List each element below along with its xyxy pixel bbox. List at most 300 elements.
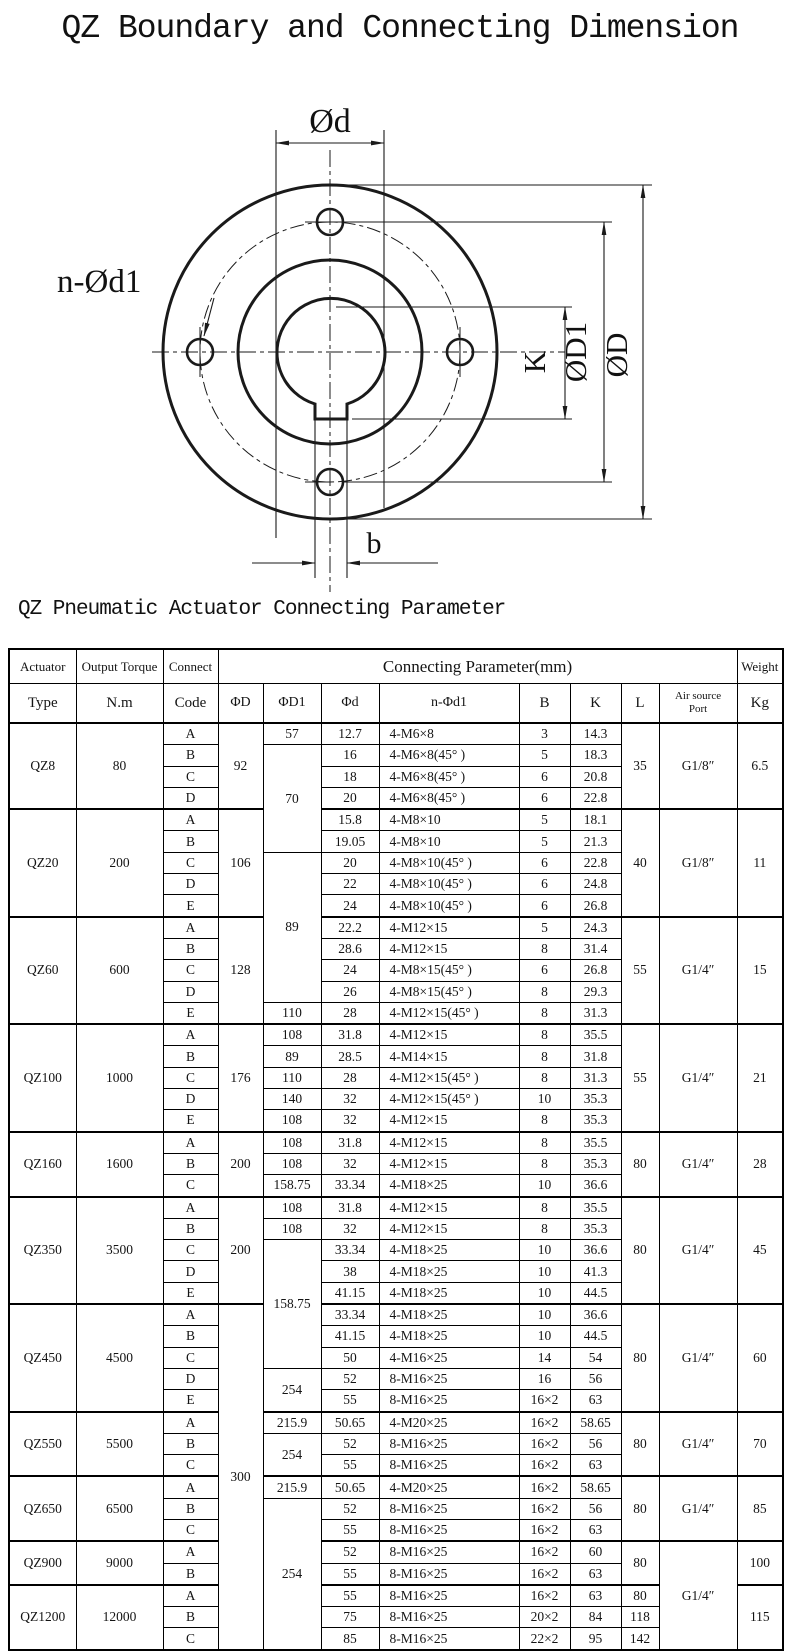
table-cell: 8-M16×25 [379,1368,519,1389]
table-cell: 31.3 [570,1002,621,1024]
table-cell: 18.3 [570,745,621,766]
table-cell: 16×2 [519,1455,570,1477]
table-cell: 16×2 [519,1541,570,1563]
table-cell: 22.8 [570,852,621,873]
table-cell: 40 [621,809,659,916]
table-cell: E [163,1282,218,1304]
table-cell: 35.3 [570,1153,621,1174]
table-cell: 8 [519,1046,570,1067]
table-cell: 15.8 [321,809,379,831]
table-cell: 89 [263,852,321,1002]
table-cell: G1/4″ [659,917,737,1024]
col-header-output-torque: Output Torque [76,649,163,684]
table-cell: 4-M18×25 [379,1326,519,1347]
table-cell: C [163,852,218,873]
table-cell: 20 [321,787,379,809]
table-cell: 55 [321,1563,379,1585]
flange-drawing [0,0,800,615]
table-cell: 10 [519,1089,570,1110]
table-cell: G1/4″ [659,1304,737,1411]
table-cell: C [163,960,218,981]
table-cell: B [163,745,218,766]
table-cell: 254 [263,1368,321,1411]
table-cell: 4-M12×15 [379,938,519,959]
col-header-connecting-parameter: Connecting Parameter(mm) [218,649,737,684]
table-cell: 8-M16×25 [379,1455,519,1477]
table-cell: E [163,1390,218,1412]
table-cell: 32 [321,1110,379,1132]
table-cell: C [163,1347,218,1368]
table-cell: 16×2 [519,1585,570,1607]
table-cell: 4-M12×15 [379,1197,519,1219]
table-cell: 4-M16×25 [379,1347,519,1368]
col-header-code: Code [163,684,218,724]
table-cell: 35 [621,723,659,809]
table-cell: 28 [321,1067,379,1088]
table-cell: 4-M12×15 [379,1110,519,1132]
table-cell: QZ450 [9,1304,76,1411]
table-cell: A [163,1585,218,1607]
table-cell: 70 [737,1412,783,1477]
table-cell: 4-M8×10(45° ) [379,895,519,917]
table-cell: 8 [519,1067,570,1088]
col-header-type: Type [9,684,76,724]
table-cell: 28.6 [321,938,379,959]
table-cell: 60 [737,1304,783,1411]
table-cell: 5 [519,745,570,766]
table-cell: 80 [621,1304,659,1411]
table-cell: 95 [570,1628,621,1650]
label-bolt-circle-diameter: ØD1 [558,321,593,383]
table-cell: D [163,1261,218,1282]
table-cell: 55 [321,1390,379,1412]
table-cell: E [163,1002,218,1024]
table-cell: 16 [519,1368,570,1389]
bore-with-keyway [277,298,385,419]
table-row [9,809,783,831]
table-cell: 4-M6×8 [379,723,519,745]
table-cell: 9000 [76,1541,163,1585]
table-cell: 4-M8×15(45° ) [379,960,519,981]
col-header-connect: Connect [163,649,218,684]
label-square-depth: K [517,350,552,374]
table-row [9,1476,783,1498]
table-cell: 16×2 [519,1563,570,1585]
table-cell: B [163,1218,218,1239]
table-cell: 26.8 [570,895,621,917]
table-cell: 128 [218,917,263,1024]
table-cell: 52 [321,1541,379,1563]
table-cell: C [163,1175,218,1197]
table-cell: QZ100 [9,1024,76,1131]
table-cell: 63 [570,1519,621,1541]
table-cell: 63 [570,1585,621,1607]
table-cell: 26.8 [570,960,621,981]
table-cell: B [163,1433,218,1454]
table-cell: 4-M8×15(45° ) [379,981,519,1002]
table-cell: 44.5 [570,1282,621,1304]
table-cell: 4-M18×25 [379,1175,519,1197]
col-header-kg: Kg [737,684,783,724]
table-cell: B [163,1607,218,1628]
table-cell: 55 [621,1024,659,1131]
table-cell: 176 [218,1024,263,1131]
table-cell: 22×2 [519,1628,570,1650]
table-cell: 14 [519,1347,570,1368]
table-cell: G1/4″ [659,1197,737,1304]
table-cell: 110 [263,1002,321,1024]
table-cell: 10 [519,1326,570,1347]
table-cell: C [163,1240,218,1261]
table-cell: 31.8 [321,1132,379,1154]
table-cell: 28 [321,1002,379,1024]
table-cell: 8 [519,1197,570,1219]
table-cell: 16×2 [519,1433,570,1454]
table-cell: 4-M14×15 [379,1046,519,1067]
table-cell: 12000 [76,1585,163,1650]
table-cell: 4-M18×25 [379,1282,519,1304]
table-cell: B [163,1563,218,1585]
table-cell: A [163,1132,218,1154]
table-cell: 80 [621,1541,659,1585]
table-cell: 56 [570,1368,621,1389]
table-cell: 8 [519,1218,570,1239]
table-cell: C [163,766,218,787]
table-cell: 36.6 [570,1304,621,1326]
air-source-line2: Port [688,703,708,715]
table-cell: 4500 [76,1304,163,1411]
table-cell: 8 [519,1132,570,1154]
table-cell: 70 [263,745,321,852]
table-cell: C [163,1519,218,1541]
table-cell: 55 [321,1455,379,1477]
table-cell: A [163,1541,218,1563]
table-cell: 22.8 [570,787,621,809]
table-row [9,1024,783,1046]
table-cell: A [163,917,218,939]
table-cell: 6 [519,766,570,787]
table-cell: 15 [737,917,783,1024]
table-cell: 33.34 [321,1240,379,1261]
table-cell: 3500 [76,1197,163,1304]
table-cell: 18 [321,766,379,787]
table-cell: 35.3 [570,1110,621,1132]
table-cell: 35.5 [570,1197,621,1219]
table-cell: 5 [519,917,570,939]
table-cell: 106 [218,809,263,916]
table-cell: 60 [570,1541,621,1563]
label-bolt-holes: n-Ød1 [57,264,142,300]
table-row [9,1132,783,1154]
table-cell: G1/4″ [659,1132,737,1197]
table-cell: 200 [218,1197,263,1304]
table-cell: 108 [263,1110,321,1132]
table-cell: 6500 [76,1476,163,1541]
table-cell: A [163,1412,218,1434]
table-cell: 32 [321,1089,379,1110]
table-cell: 8-M16×25 [379,1563,519,1585]
table-cell: 52 [321,1368,379,1389]
table-cell: D [163,1089,218,1110]
table-cell: 92 [218,723,263,809]
dimension-labels [57,103,634,560]
table-cell: 32 [321,1218,379,1239]
table-cell: 8-M16×25 [379,1433,519,1454]
table-cell: 55 [621,917,659,1024]
label-bore-diameter: Ød [309,103,351,140]
table-cell: 80 [621,1412,659,1477]
table-cell: 31.3 [570,1067,621,1088]
table-cell: B [163,831,218,852]
col-header-phi-d: Φd [321,684,379,724]
table-cell: QZ160 [9,1132,76,1197]
table-cell: 35.3 [570,1089,621,1110]
table-cell: QZ550 [9,1412,76,1477]
table-cell: 31.8 [321,1197,379,1219]
table-cell: 8-M16×25 [379,1519,519,1541]
table-cell: 10 [519,1240,570,1261]
table-cell: 4-M12×15 [379,1024,519,1046]
table-cell: 58.65 [570,1412,621,1434]
table-cell: 16×2 [519,1519,570,1541]
table-cell: G1/4″ [659,1024,737,1131]
table-cell: 38 [321,1261,379,1282]
table-cell: 254 [263,1433,321,1476]
table-cell: 18.1 [570,809,621,831]
table-cell: 4-M12×15(45° ) [379,1002,519,1024]
table-cell: 8 [519,938,570,959]
table-cell: C [163,1455,218,1477]
table-cell: 108 [263,1153,321,1174]
table-cell: B [163,1326,218,1347]
table-cell: 6 [519,960,570,981]
table-cell: C [163,1628,218,1650]
table-cell: 32 [321,1153,379,1174]
table-cell: 63 [570,1563,621,1585]
table-cell: 4-M12×15 [379,917,519,939]
table-cell: 85 [321,1628,379,1650]
table-cell: 57 [263,723,321,745]
table-cell: 8 [519,981,570,1002]
connecting-parameter-table [8,648,784,1651]
table-cell: 63 [570,1390,621,1412]
table-cell: 5 [519,831,570,852]
table-cell: 140 [263,1089,321,1110]
table-cell: 16×2 [519,1412,570,1434]
table-cell: 22.2 [321,917,379,939]
table-cell: 84 [570,1607,621,1628]
table-cell: 31.8 [570,1046,621,1067]
air-source-line1: Air source [674,690,722,702]
table-cell: B [163,1498,218,1519]
table-row [9,1412,783,1434]
table-cell: 4-M6×8(45° ) [379,787,519,809]
table-cell: 58.65 [570,1476,621,1498]
table-cell: 4-M18×25 [379,1240,519,1261]
table-cell: E [163,895,218,917]
table-cell: 8-M16×25 [379,1607,519,1628]
table-cell: 50 [321,1347,379,1368]
table-cell: 16 [321,745,379,766]
table-cell: A [163,1304,218,1326]
table-cell: 14.3 [570,723,621,745]
table-cell: 24.8 [570,874,621,895]
table-cell: 4-M20×25 [379,1476,519,1498]
table-cell: 31.4 [570,938,621,959]
table-cell: 10 [519,1261,570,1282]
table-cell: 3 [519,723,570,745]
col-header-nm: N.m [76,684,163,724]
table-cell: 80 [621,1585,659,1607]
leader-bolt-holes [204,298,214,336]
table-cell: 16×2 [519,1476,570,1498]
table-cell: 41.15 [321,1326,379,1347]
table-cell: 20×2 [519,1607,570,1628]
table-cell: 29.3 [570,981,621,1002]
table-cell: 200 [218,1132,263,1197]
col-header-phi-D: ΦD [218,684,263,724]
table-cell: QZ20 [9,809,76,916]
table-cell: 50.65 [321,1412,379,1434]
table-cell: 6 [519,874,570,895]
table-cell: D [163,874,218,895]
table-cell: 6.5 [737,723,783,809]
col-header-weight: Weight [737,649,783,684]
table-cell: E [163,1110,218,1132]
table-cell: 20 [321,852,379,873]
table-cell: A [163,809,218,831]
table-row [9,1304,783,1326]
label-outer-diameter: ØD [599,332,634,378]
table-cell: 45 [737,1197,783,1304]
table-cell: 108 [263,1132,321,1154]
table-cell: 110 [263,1067,321,1088]
table-cell: 85 [737,1476,783,1541]
col-header-B: B [519,684,570,724]
table-cell: 4-M12×15 [379,1218,519,1239]
table-cell: 158.75 [263,1240,321,1369]
table-cell: 33.34 [321,1175,379,1197]
table-cell: 4-M6×8(45° ) [379,766,519,787]
table-cell: 80 [621,1476,659,1541]
label-keyway-width: b [366,527,382,560]
parameters-table-body [9,723,783,1650]
col-header-n-phi-d1: n-Φd1 [379,684,519,724]
table-cell: 8 [519,1024,570,1046]
col-header-air-source-port [659,684,737,724]
table-cell: D [163,1368,218,1389]
table-cell: 254 [263,1498,321,1650]
table-cell: QZ60 [9,917,76,1024]
table-cell: 52 [321,1498,379,1519]
table-cell: QZ1200 [9,1585,76,1650]
table-cell: 8-M16×25 [379,1585,519,1607]
table-cell: 10 [519,1282,570,1304]
table-cell: 44.5 [570,1326,621,1347]
table-row [9,917,783,939]
table-cell: 54 [570,1347,621,1368]
table-cell: 142 [621,1628,659,1650]
table-cell: 55 [321,1585,379,1607]
table-cell: 4-M8×10 [379,831,519,852]
table-cell: 4-M8×10(45° ) [379,874,519,895]
table-cell: 8-M16×25 [379,1628,519,1650]
table-cell: 11 [737,809,783,916]
table-cell: QZ8 [9,723,76,809]
table-cell: 50.65 [321,1476,379,1498]
table-cell: 4-M18×25 [379,1304,519,1326]
table-cell: 56 [570,1433,621,1454]
table-cell: 215.9 [263,1412,321,1434]
table-cell: G1/8″ [659,723,737,809]
table-cell: 16×2 [519,1390,570,1412]
table-cell: 6 [519,895,570,917]
table-title: QZ Pneumatic Actuator Connecting Parameter [18,598,506,621]
table-cell: 89 [263,1046,321,1067]
table-cell: 12.7 [321,723,379,745]
table-cell: 41.3 [570,1261,621,1282]
table-cell: 33.34 [321,1304,379,1326]
table-cell: 1600 [76,1132,163,1197]
table-cell: 10 [519,1304,570,1326]
col-header-actuator: Actuator [9,649,76,684]
table-cell: 80 [76,723,163,809]
table-cell: 118 [621,1607,659,1628]
table-cell: 10 [519,1175,570,1197]
extension-lines [276,130,652,578]
table-cell: 4-M12×15(45° ) [379,1067,519,1088]
table-cell: 8 [519,1110,570,1132]
table-cell: G1/4″ [659,1412,737,1477]
table-cell: 24 [321,895,379,917]
table-cell: 4-M8×10(45° ) [379,852,519,873]
table-cell: 24.3 [570,917,621,939]
table-cell: 200 [76,809,163,916]
center-lines [152,150,565,592]
table-cell: 108 [263,1197,321,1219]
table-cell: 8-M16×25 [379,1498,519,1519]
table-cell: 158.75 [263,1175,321,1197]
table-cell: 56 [570,1498,621,1519]
table-cell: D [163,981,218,1002]
table-cell: C [163,1067,218,1088]
table-cell: A [163,1476,218,1498]
table-cell: 22 [321,874,379,895]
table-cell: 4-M12×15 [379,1153,519,1174]
table-cell: 41.15 [321,1282,379,1304]
table-cell: 28 [737,1132,783,1197]
table-cell: 26 [321,981,379,1002]
table-cell: 28.5 [321,1046,379,1067]
table-cell: 80 [621,1132,659,1197]
table-row [9,1197,783,1219]
table-cell: 108 [263,1218,321,1239]
flange-drawing-svg [0,0,800,615]
table-cell: 6 [519,852,570,873]
table-cell: 55 [321,1519,379,1541]
table-cell: 6 [519,787,570,809]
table-cell: 100 [737,1541,783,1585]
col-header-L: L [621,684,659,724]
table-cell: 215.9 [263,1476,321,1498]
table-cell: 20.8 [570,766,621,787]
table-cell: 4-M12×15 [379,1132,519,1154]
table-cell: G1/8″ [659,809,737,916]
table-cell: 115 [737,1585,783,1650]
table-cell: 80 [621,1197,659,1304]
table-cell: 21.3 [570,831,621,852]
table-cell: B [163,1046,218,1067]
